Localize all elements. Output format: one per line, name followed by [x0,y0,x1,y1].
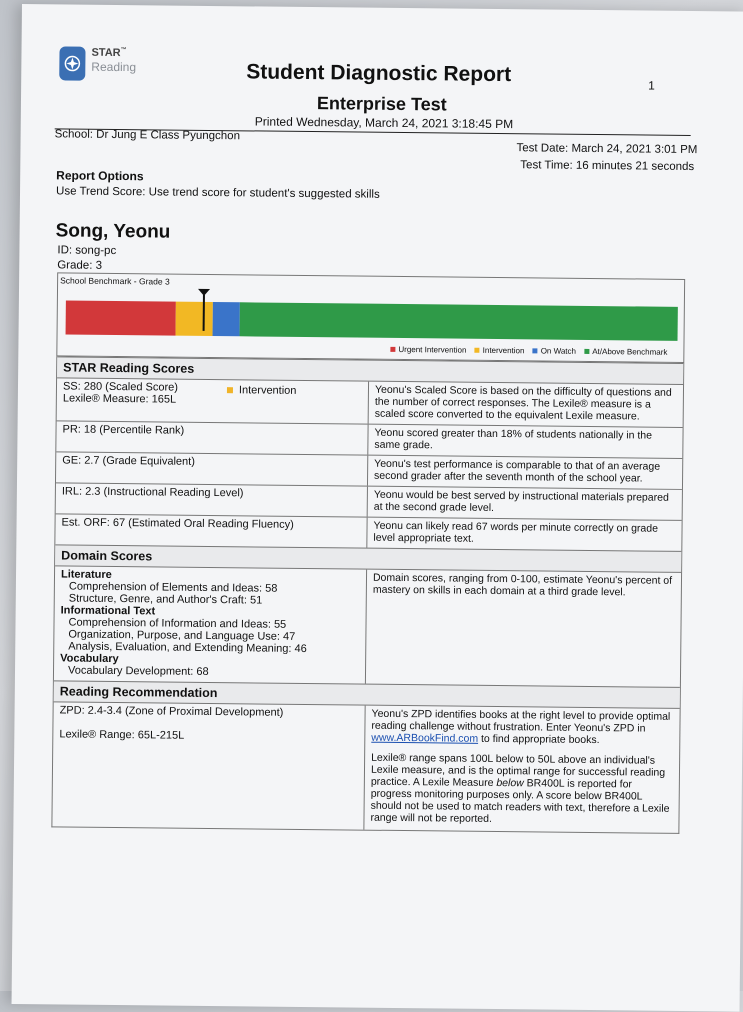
legend-swatch-benchmark [584,349,589,354]
reading-recommendation-heading: Reading Recommendation [54,680,680,708]
logo-reading-text: Reading [91,59,137,75]
zpd-description [371,708,673,747]
recommendation-description [364,706,679,833]
star-reading-logo [59,44,149,85]
domain-item: Organization, Purpose, and Language Use: 47 [68,628,296,643]
ge-description: Yeonu's test performance is comparable to that of an average second grader after the seventh month of the school year. [374,457,661,485]
school-name: School: Dr Jung E Class Pyungchon [54,128,241,143]
lexile-measure: Lexile® Measure: 165L [62,392,177,406]
domain-item: Structure, Genre, and Author's Craft: 51 [68,592,263,607]
table-row [52,701,679,833]
student-name: Song, Yeonu [55,220,171,243]
table-row [56,451,682,489]
benchmark-label: School Benchmark - Grade 3 [60,275,170,287]
informational-heading: Informational Text [60,604,156,618]
scores-table [51,356,684,834]
lexile-range: Lexile® Range: 65L-215L [59,728,185,742]
instructional-reading-level: IRL: 2.3 (Instructional Reading Level) [56,483,368,516]
grade-equivalent: GE: 2.7 (Grade Equivalent) [56,452,368,485]
scaled-score: SS: 280 (Scaled Score) [62,380,179,394]
table-row [56,482,682,520]
status-label: Intervention [238,384,297,397]
zpd-desc-text: Yeonu's ZPD identifies books at the right level to provide optimal reading challenge without frustration. Enter Yeonu's ZPD in [371,707,671,735]
lexile-desc-emphasis: below [496,777,524,790]
legend-swatch-intervention [475,348,480,353]
irl-description: Yeonu would be best served by instructional materials prepared at the second grade level. [373,488,669,514]
page-number: 1 [648,78,655,93]
benchmark-segment-3 [240,302,678,341]
legend-benchmark: At/Above Benchmark [592,346,668,357]
vocabulary-heading: Vocabulary [60,652,119,666]
legend-intervention: Intervention [482,345,525,356]
zpd-desc-text-end: to find appropriate books. [478,732,600,747]
benchmark-segment-2 [212,302,240,336]
star-reading-scores-heading: STAR Reading Scores [57,356,683,384]
benchmark-segment-1 [176,302,213,336]
logo-star-text: STAR™ [91,46,127,60]
benchmark-panel [56,272,685,363]
table-row [54,565,681,687]
zpd-value: ZPD: 2.4-3.4 (Zone of Proximal Development) [59,704,284,719]
domain-item: Analysis, Evaluation, and Extending Meaning: 46 [68,640,307,656]
table-row [55,513,681,551]
lexile-desc-text: Lexile® range spans 100L below to 50L above an individual's Lexile measure, and is the optimal range for successful reading practice. A Lexile Measure [370,751,666,790]
student-grade: Grade: 3 [57,259,103,272]
lexile-desc-text-end: BR400L is reported for progress monitoring purposes only. A score below BR400L should not be used to match readers with text, therefore a Lexile range will not be reported. [370,777,670,825]
legend-swatch-urgent [390,347,395,352]
report-subtitle: Enterprise Test [316,93,447,115]
legend-swatch-onwatch [533,348,538,353]
printed-date: Printed Wednesday, March 24, 2021 3:18:45 PM [254,114,514,132]
percentile-rank: PR: 18 (Percentile Rank) [56,421,368,454]
report-title: Student Diagnostic Report [246,60,512,87]
lexile-description [370,752,673,827]
ss-description: Yeonu's Scaled Score is based on the difficulty of questions and the number of correct responses. The Lexile® measure is a scaled score converted to the equivalent Lexile measure. [374,383,672,423]
oral-reading-fluency: Est. ORF: 67 (Estimated Oral Reading Fluency) [55,514,367,547]
benchmark-bar [66,300,678,340]
orf-description: Yeonu can likely read 67 words per minute correctly on grade level appropriate text. [373,519,659,545]
literature-heading: Literature [60,568,112,581]
intervention-square-icon [227,387,233,393]
legend-onwatch: On Watch [540,346,577,356]
report-options-text: Use Trend Score: Use trend score for student's suggested skills [55,185,380,201]
benchmark-segment-0 [66,300,177,335]
report-page [12,4,743,1012]
domain-item: Comprehension of Elements and Ideas: 58 [68,580,278,595]
test-date: Test Date: March 24, 2021 3:01 PM [516,142,698,157]
benchmark-legend [384,345,667,357]
test-time: Test Time: 16 minutes 21 seconds [520,159,695,174]
recommendation-cell [52,702,365,829]
domain-description: Domain scores, ranging from 0-100, estimate Yeonu's percent of mastery on skills in each domain at a third grade level. [372,571,673,599]
student-id: ID: song-pc [57,244,117,257]
student-marker-line [202,295,204,331]
domain-scores-heading: Domain Scores [55,544,681,572]
status-badge [227,384,297,397]
star-logo-icon [59,46,85,80]
arbookfind-link[interactable]: www.ARBookFind.com [371,731,479,745]
legend-urgent: Urgent Intervention [398,344,467,355]
ss-cell [57,378,369,423]
domain-scores-cell [54,566,367,683]
report-options-heading: Report Options [56,168,144,184]
domain-item: Comprehension of Information and Ideas: 55 [68,616,287,631]
pr-description: Yeonu scored greater than 18% of students nationally in the same grade. [374,426,653,452]
domain-item: Vocabulary Development: 68 [67,664,209,678]
table-row [56,420,682,458]
table-row [57,377,683,427]
